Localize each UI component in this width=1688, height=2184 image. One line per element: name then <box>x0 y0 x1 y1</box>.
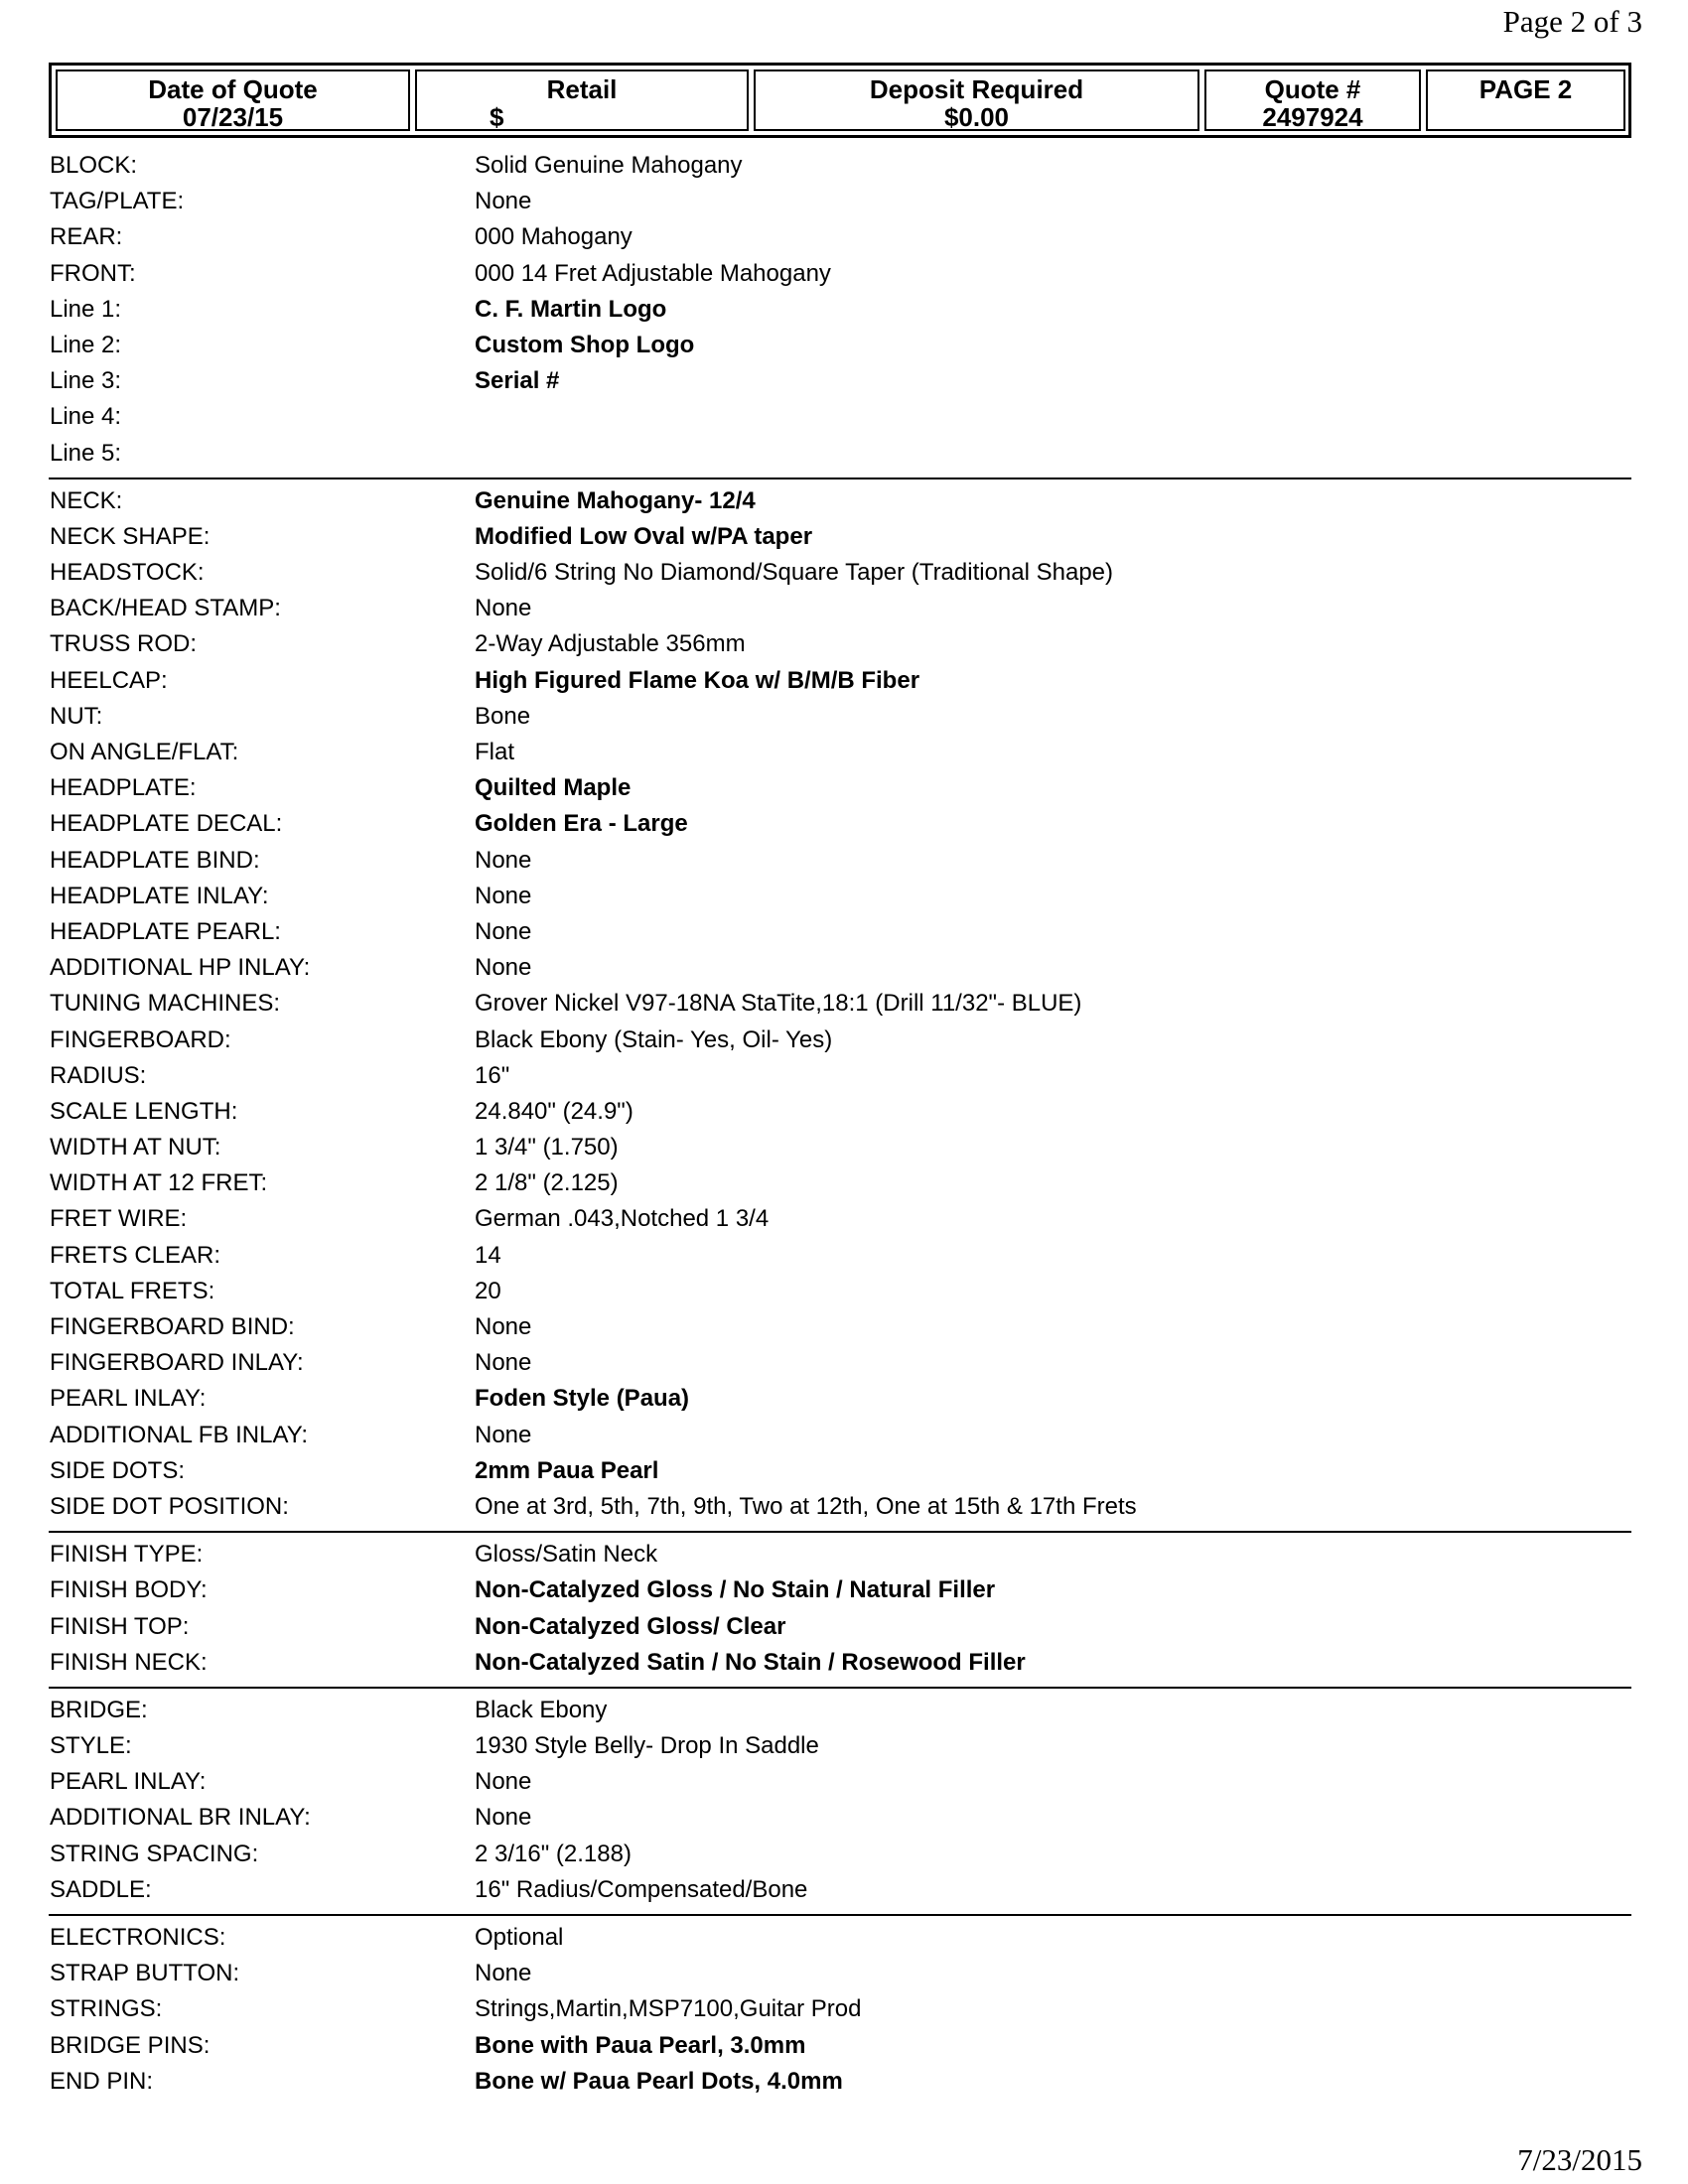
spec-value: Solid Genuine Mahogany <box>475 152 743 179</box>
spec-value: Quilted Maple <box>475 774 632 802</box>
spec-label: BRIDGE PINS: <box>50 2031 211 2059</box>
spec-section <box>49 1537 1631 1681</box>
spec-label: HEADPLATE DECAL: <box>50 810 283 838</box>
spec-row <box>49 1094 1631 1130</box>
spec-label: END PIN: <box>50 2067 154 2095</box>
spec-value: Solid/6 String No Diamond/Square Taper (Traditional Shape) <box>475 559 1114 587</box>
retail-value: $ <box>490 102 504 132</box>
spec-label: HEADPLATE BIND: <box>50 846 260 874</box>
spec-label: Line 1: <box>50 295 122 323</box>
spec-value: None <box>475 917 532 945</box>
deposit-required-value: $0.00 <box>943 102 1010 132</box>
spec-label: SIDE DOT POSITION: <box>50 1492 289 1520</box>
spec-value: Bone with Paua Pearl, 3.0mm <box>475 2031 806 2059</box>
spec-label: Line 4: <box>50 403 122 431</box>
spec-row <box>49 1165 1631 1201</box>
spec-value: Flat <box>475 739 515 765</box>
spec-row <box>49 879 1631 914</box>
spec-value: C. F. Martin Logo <box>475 295 667 323</box>
spec-label: ADDITIONAL BR INLAY: <box>50 1804 311 1832</box>
spec-label: RADIUS: <box>50 1061 147 1089</box>
spec-section <box>49 1920 1631 2100</box>
spec-row <box>49 1418 1631 1453</box>
spec-row <box>49 1309 1631 1345</box>
spec-label: HEADPLATE: <box>50 774 197 802</box>
spec-value: Genuine Mahogany- 12/4 <box>475 486 756 514</box>
spec-row <box>49 735 1631 770</box>
spec-value: Serial # <box>475 367 560 395</box>
spec-row <box>49 1609 1631 1645</box>
spec-row <box>49 1537 1631 1572</box>
page-label: PAGE 2 <box>1478 74 1573 104</box>
spec-value: 2 1/8" (2.125) <box>475 1169 619 1197</box>
spec-label: Line 3: <box>50 367 122 395</box>
spec-value: None <box>475 1960 532 1987</box>
spec-value: None <box>475 882 532 909</box>
footer-date: 7/23/2015 <box>1517 2142 1642 2177</box>
spec-label: FRETS CLEAR: <box>50 1241 221 1269</box>
quote-number-label: Quote # <box>1264 74 1361 104</box>
spec-row <box>49 950 1631 986</box>
spec-label: TUNING MACHINES: <box>50 990 281 1018</box>
spec-value: None <box>475 954 532 982</box>
spec-value: 2 3/16" (2.188) <box>475 1840 632 1867</box>
page-number: Page 2 of 3 <box>1502 4 1642 39</box>
spec-row <box>49 663 1631 699</box>
quote-number-value: 2497924 <box>1262 102 1363 132</box>
quote-number-cell <box>1204 69 1421 131</box>
spec-label: ADDITIONAL HP INLAY: <box>50 954 311 982</box>
spec-label: ON ANGLE/FLAT: <box>50 739 239 765</box>
spec-label: STRAP BUTTON: <box>50 1960 240 1987</box>
spec-label: SCALE LENGTH: <box>50 1097 238 1125</box>
spec-row <box>49 1837 1631 1872</box>
spec-value: Non-Catalyzed Gloss / No Stain / Natural Filler <box>475 1576 996 1604</box>
spec-label: FINISH TYPE: <box>50 1541 204 1569</box>
spec-label: REAR: <box>50 223 123 251</box>
spec-value: 1930 Style Belly- Drop In Saddle <box>475 1732 819 1760</box>
spec-value: Foden Style (Paua) <box>475 1385 690 1413</box>
spec-row <box>49 1274 1631 1309</box>
spec-row <box>49 2028 1631 2064</box>
spec-label: STRINGS: <box>50 1995 163 2023</box>
spec-value: Bone <box>475 702 531 730</box>
spec-label: FINGERBOARD: <box>50 1025 231 1053</box>
spec-value: Custom Shop Logo <box>475 331 695 358</box>
spec-list <box>49 148 1631 2100</box>
spec-label: WIDTH AT 12 FRET: <box>50 1169 268 1197</box>
spec-row <box>49 328 1631 363</box>
spec-value: Bone w/ Paua Pearl Dots, 4.0mm <box>475 2067 843 2095</box>
spec-row <box>49 436 1631 472</box>
spec-value: High Figured Flame Koa w/ B/M/B Fiber <box>475 666 920 694</box>
spec-value: Non-Catalyzed Gloss/ Clear <box>475 1612 786 1640</box>
date-of-quote-cell <box>56 69 410 131</box>
spec-row <box>49 770 1631 806</box>
spec-label: NUT: <box>50 702 103 730</box>
spec-label: HEADPLATE PEARL: <box>50 917 281 945</box>
date-of-quote-label: Date of Quote <box>148 74 318 104</box>
spec-value: 2-Way Adjustable 356mm <box>475 630 746 658</box>
spec-label: PEARL INLAY: <box>50 1385 207 1413</box>
deposit-required-label: Deposit Required <box>869 74 1084 104</box>
spec-row <box>49 986 1631 1022</box>
spec-value: Grover Nickel V97-18NA StaTite,18:1 (Drill 11/32"- BLUE) <box>475 990 1082 1018</box>
section-divider <box>49 1531 1631 1533</box>
spec-value: Golden Era - Large <box>475 810 688 838</box>
spec-value: None <box>475 1421 532 1448</box>
spec-row <box>49 399 1631 435</box>
spec-row <box>49 148 1631 184</box>
spec-row <box>49 1920 1631 1956</box>
spec-label: SIDE DOTS: <box>50 1456 186 1484</box>
spec-label: TRUSS ROD: <box>50 630 198 658</box>
spec-row <box>49 806 1631 842</box>
spec-row <box>49 256 1631 292</box>
spec-value: 1 3/4" (1.750) <box>475 1134 619 1161</box>
spec-row <box>49 219 1631 255</box>
spec-value: Gloss/Satin Neck <box>475 1541 658 1569</box>
spec-row <box>49 626 1631 662</box>
spec-value: Strings,Martin,MSP7100,Guitar Prod <box>475 1995 862 2023</box>
spec-row <box>49 699 1631 735</box>
spec-value: 000 14 Fret Adjustable Mahogany <box>475 259 831 287</box>
spec-row <box>49 1130 1631 1165</box>
retail-label: Retail <box>546 74 618 104</box>
spec-row <box>49 1345 1631 1381</box>
spec-label: HEADSTOCK: <box>50 559 205 587</box>
spec-value: One at 3rd, 5th, 7th, 9th, Two at 12th, One at 15th & 17th Frets <box>475 1492 1137 1520</box>
page-label-cell <box>1426 69 1625 131</box>
spec-row <box>49 1572 1631 1608</box>
spec-value: None <box>475 1768 532 1796</box>
spec-row <box>49 1800 1631 1836</box>
spec-row <box>49 1728 1631 1764</box>
spec-label: BACK/HEAD STAMP: <box>50 595 281 622</box>
section-divider <box>49 1687 1631 1689</box>
spec-row <box>49 1693 1631 1728</box>
spec-value: None <box>475 595 532 622</box>
spec-row <box>49 1872 1631 1908</box>
spec-label: ELECTRONICS: <box>50 1924 226 1951</box>
spec-label: NECK: <box>50 486 123 514</box>
retail-cell <box>415 69 749 131</box>
spec-row <box>49 1058 1631 1094</box>
spec-value: 16" <box>475 1061 510 1089</box>
spec-row <box>49 1645 1631 1681</box>
spec-label: FRET WIRE: <box>50 1205 188 1233</box>
spec-section <box>49 148 1631 472</box>
spec-label: NECK SHAPE: <box>50 522 211 550</box>
spec-row <box>49 483 1631 519</box>
spec-value: None <box>475 846 532 874</box>
spec-row <box>49 1764 1631 1800</box>
spec-row <box>49 1023 1631 1058</box>
spec-label: SADDLE: <box>50 1875 152 1903</box>
spec-row <box>49 1381 1631 1417</box>
spec-row <box>49 1453 1631 1489</box>
date-of-quote-value: 07/23/15 <box>182 102 284 132</box>
spec-row <box>49 914 1631 950</box>
spec-value: 2mm Paua Pearl <box>475 1456 659 1484</box>
section-divider <box>49 478 1631 479</box>
spec-row <box>49 1956 1631 1991</box>
spec-value: Black Ebony (Stain- Yes, Oil- Yes) <box>475 1025 833 1053</box>
spec-value: 24.840" (24.9") <box>475 1097 633 1125</box>
spec-label: Line 5: <box>50 439 122 467</box>
spec-value: Black Ebony <box>475 1696 608 1723</box>
spec-value: Optional <box>475 1924 564 1951</box>
spec-row <box>49 363 1631 399</box>
spec-row <box>49 1991 1631 2027</box>
spec-label: WIDTH AT NUT: <box>50 1134 221 1161</box>
spec-row <box>49 1201 1631 1237</box>
spec-label: STYLE: <box>50 1732 132 1760</box>
spec-row <box>49 843 1631 879</box>
spec-label: FINISH NECK: <box>50 1648 208 1676</box>
spec-label: BRIDGE: <box>50 1696 148 1723</box>
spec-value: Non-Catalyzed Satin / No Stain / Rosewood Filler <box>475 1648 1026 1676</box>
spec-label: STRING SPACING: <box>50 1840 259 1867</box>
spec-label: HEELCAP: <box>50 666 168 694</box>
spec-row <box>49 591 1631 626</box>
spec-label: HEADPLATE INLAY: <box>50 882 269 909</box>
spec-section <box>49 1693 1631 1908</box>
spec-row <box>49 2064 1631 2100</box>
spec-section <box>49 483 1631 1525</box>
spec-label: FINGERBOARD BIND: <box>50 1313 295 1340</box>
spec-value: None <box>475 1313 532 1340</box>
spec-value: German .043,Notched 1 3/4 <box>475 1205 770 1233</box>
spec-value: None <box>475 1804 532 1832</box>
spec-label: BLOCK: <box>50 152 138 179</box>
spec-label: Line 2: <box>50 331 122 358</box>
section-divider <box>49 1914 1631 1916</box>
deposit-required-cell <box>754 69 1199 131</box>
spec-label: FRONT: <box>50 259 136 287</box>
spec-value: 000 Mahogany <box>475 223 633 251</box>
spec-row <box>49 184 1631 219</box>
spec-label: FINISH BODY: <box>50 1576 208 1604</box>
spec-row <box>49 1489 1631 1525</box>
spec-value: None <box>475 1349 532 1377</box>
spec-row <box>49 292 1631 328</box>
spec-label: PEARL INLAY: <box>50 1768 207 1796</box>
spec-label: FINISH TOP: <box>50 1612 190 1640</box>
spec-label: TOTAL FRETS: <box>50 1277 215 1304</box>
spec-value: None <box>475 188 532 215</box>
spec-label: FINGERBOARD INLAY: <box>50 1349 304 1377</box>
spec-value: Modified Low Oval w/PA taper <box>475 522 813 550</box>
spec-label: ADDITIONAL FB INLAY: <box>50 1421 309 1448</box>
spec-row <box>49 1238 1631 1274</box>
spec-label: TAG/PLATE: <box>50 188 185 215</box>
spec-row <box>49 555 1631 591</box>
spec-row <box>49 519 1631 555</box>
spec-value: 20 <box>475 1277 501 1304</box>
spec-value: 16" Radius/Compensated/Bone <box>475 1875 808 1903</box>
quote-header <box>49 63 1631 138</box>
spec-value: 14 <box>475 1241 501 1269</box>
